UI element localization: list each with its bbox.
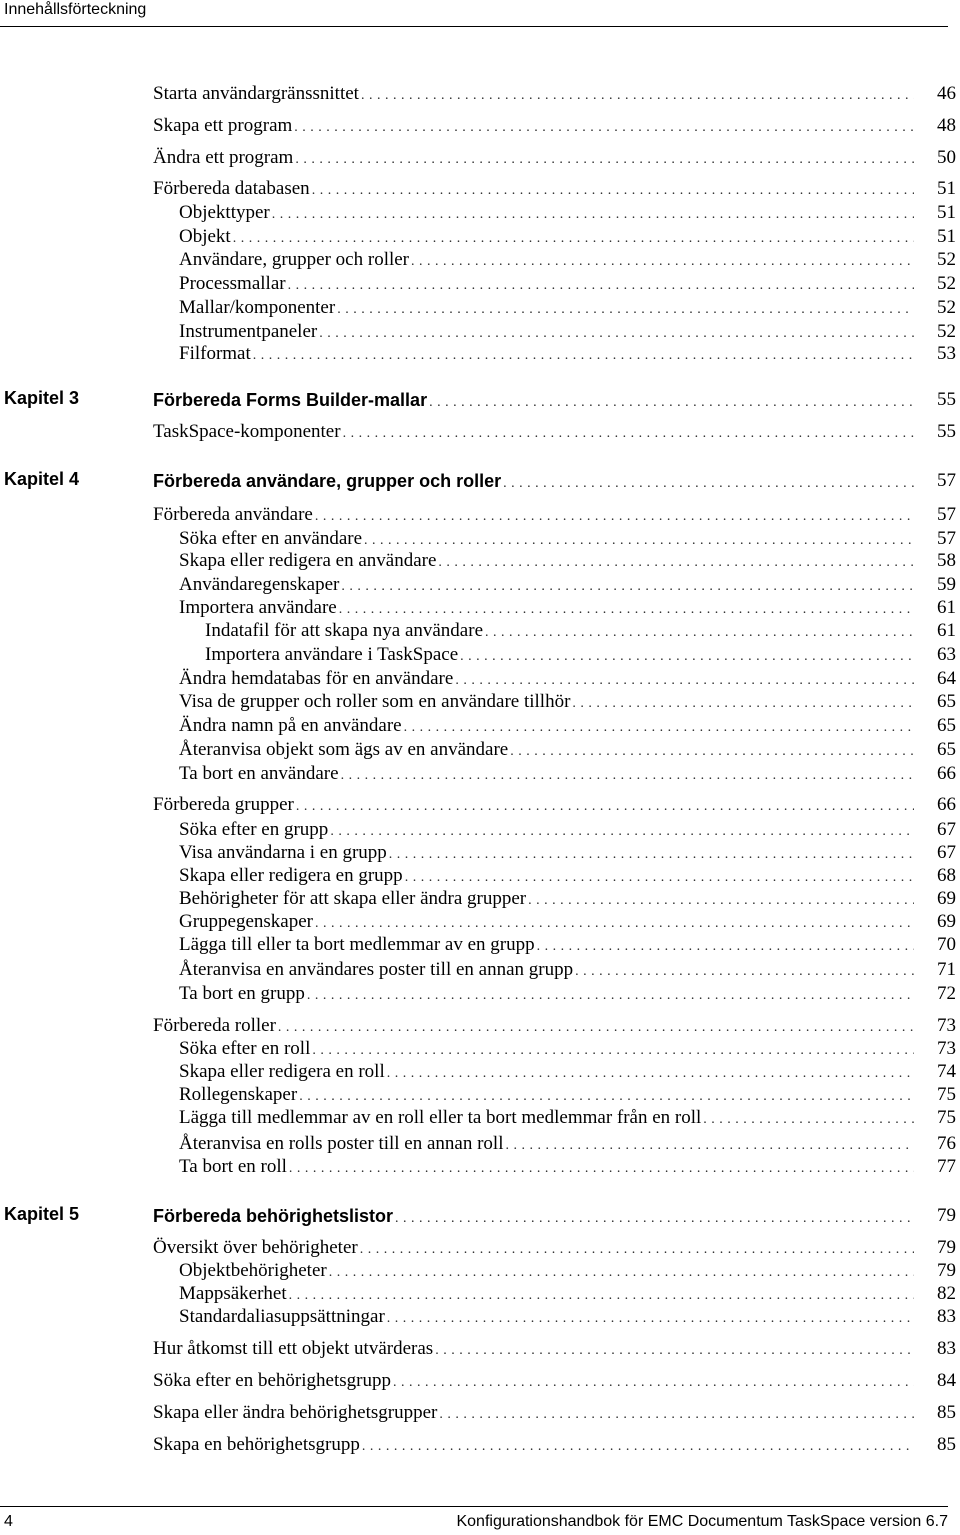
toc-entry-line [153,503,914,529]
toc-page-number: 70 [937,934,956,955]
dot-leader [387,1307,914,1331]
toc-entry-title: Ändra namn på en användare [179,715,402,736]
toc-page-number: 65 [937,691,956,712]
toc-entry[interactable] [0,1401,960,1425]
toc-entry-title: Indatafil för att skapa nya användare [205,620,484,641]
toc-entry-line [153,146,914,172]
toc-entry[interactable] [0,177,960,201]
toc-entry-line [179,342,914,368]
toc-entry[interactable] [0,910,960,934]
footer-page-number: 4 [4,1513,13,1530]
dot-leader [411,250,914,274]
toc-entry-line [179,549,914,575]
toc-entry[interactable] [0,114,960,138]
dot-leader [485,621,914,645]
toc-entry-title: Söka efter en användare [179,528,363,549]
toc-entry[interactable] [0,1305,960,1329]
toc-entry-line [179,1106,914,1132]
toc-page-number: 67 [937,842,956,863]
toc-page-number: 79 [937,1237,956,1258]
toc-entry[interactable] [0,248,960,272]
toc-entry[interactable] [0,527,960,551]
dot-leader [341,764,914,788]
toc-page-number: 79 [937,1260,956,1281]
dot-leader [460,645,914,669]
footer-book-title: Konfigurationshandbok för EMC Documentum TaskSpace version 6.7 [456,1513,948,1530]
toc-page-number: 76 [937,1133,956,1154]
toc-entry-title: Förbereda databasen [153,178,310,199]
toc-entry-line [153,420,914,446]
toc-entry[interactable] [0,573,960,597]
toc-page-number: 51 [937,202,956,223]
toc-page-number: 63 [937,644,956,665]
toc-entry-line [153,82,914,108]
toc-entry-title: Söka efter en grupp [179,819,329,840]
chapter-label: Kapitel 5 [4,1204,80,1224]
toc-entry[interactable] [0,596,960,620]
toc-page-number: 65 [937,715,956,736]
toc-entry-line [153,1369,914,1395]
toc-page-number: 59 [937,574,956,595]
dot-leader [307,984,914,1008]
dot-leader [572,692,914,716]
toc-entry-title: Söka efter en roll [179,1038,311,1059]
dot-leader [404,716,914,740]
toc-entry-title: Förbereda roller [153,1015,276,1036]
toc-entry-line [153,1401,914,1427]
toc-entry-title: Rollegenskaper [179,1084,298,1105]
toc-page-number: 51 [937,226,956,247]
toc-page-number: 75 [937,1084,956,1105]
toc-entry[interactable] [0,1132,960,1156]
dot-leader [315,505,914,529]
toc-page-number: 61 [937,620,956,641]
toc-entry[interactable] [0,841,960,865]
dot-leader [337,298,914,322]
toc-entry-title: Ändra hemdatabas för en användare [179,668,454,689]
toc-page-number: 77 [937,1156,956,1177]
toc-page-number: 57 [937,528,956,549]
toc-entry-line [153,1337,914,1363]
toc-page-number: 55 [937,421,956,442]
toc-entry-title: Standardaliasuppsättningar [179,1306,385,1327]
toc-page-number: 68 [937,865,956,886]
dot-leader [393,1371,914,1395]
toc-entry-title: Skapa en behörighetsgrupp [153,1434,360,1455]
toc-entry[interactable] [0,793,960,817]
dot-leader [537,935,914,959]
toc-entry[interactable] [0,1236,960,1260]
toc-entry-title: Filformat [179,343,251,364]
toc-entry-line [179,714,914,740]
toc-entry-title: Visa användarna i en grupp [179,842,387,863]
toc-entry-title: Visa de grupper och roller som en användare tillhör [179,691,571,712]
dot-leader [361,84,914,108]
toc-entry-line [153,388,914,415]
toc-page-number: 85 [937,1434,956,1455]
toc-page-number: 58 [937,550,956,571]
toc-entry-line [179,1155,914,1181]
toc-entry-title: Starta användargränssnittet [153,83,359,104]
toc-page-number: 83 [937,1306,956,1327]
toc-page-number: 66 [937,794,956,815]
toc-entry-line [179,933,914,959]
toc-entry-title: Gruppegenskaper [179,911,314,932]
toc-entry[interactable] [0,420,960,444]
toc-page-number: 71 [937,959,956,980]
toc-entry-title: Hur åtkomst till ett objekt utvärderas [153,1338,434,1359]
toc-page-number: 64 [937,668,956,689]
toc-entry-line [179,296,914,322]
dot-leader [435,1339,914,1363]
toc-page-number: 85 [937,1402,956,1423]
toc-page-number: 66 [937,763,956,784]
toc-entry[interactable] [0,667,960,691]
toc-entry-line [179,982,914,1008]
toc-entry[interactable] [0,958,960,982]
toc-page-number: 53 [937,343,956,364]
toc-entry[interactable] [0,714,960,738]
toc-entry-title: Ta bort en användare [179,763,339,784]
dot-leader [312,179,914,203]
toc-page-number: 83 [937,1338,956,1359]
toc-page-number: 50 [937,147,956,168]
toc-entry-line [153,1433,914,1459]
toc-entry[interactable] [0,320,960,344]
toc-entry[interactable] [0,1433,960,1457]
toc-page-number: 52 [937,249,956,270]
dot-leader [343,422,914,446]
toc-entry[interactable] [0,201,960,225]
toc-entry[interactable] [0,1282,960,1306]
chapter-title: Förbereda behörighetslistor [153,1206,394,1226]
toc-entry-title: Skapa eller redigera en grupp [179,865,403,886]
dot-leader [439,1403,914,1427]
toc-entry-title: Användare, grupper och roller [179,249,410,270]
toc-entry-title: Återanvisa en användares poster till en annan grupp [179,959,574,980]
toc-entry-line [153,114,914,140]
toc-entry[interactable] [0,503,960,527]
dot-leader [296,795,914,819]
dot-leader [503,472,914,496]
toc-entry-title: Återanvisa en rolls poster till en annan roll [179,1133,504,1154]
toc-page-number: 48 [937,115,956,136]
toc-entry-line [179,1305,914,1331]
toc-entry-title: Förbereda grupper [153,794,294,815]
toc-chapter-entry[interactable] [0,469,960,493]
toc-entry-title: Objekt [179,226,231,247]
toc-page-number: 57 [937,470,956,491]
toc-entry-title: Mappsäkerhet [179,1283,287,1304]
toc-entry-title: Mallar/komponenter [179,297,336,318]
toc-entry[interactable] [0,82,960,106]
toc-entry-line [205,619,914,645]
toc-page-number: 73 [937,1015,956,1036]
toc-entry[interactable] [0,1060,960,1084]
chapter-title: Förbereda användare, grupper och roller [153,471,502,491]
toc-entry-title: Instrumentpaneler [179,321,318,342]
toc-entry[interactable] [0,887,960,911]
toc-entry-title: Lägga till eller ta bort medlemmar av en grupp [179,934,535,955]
toc-entry[interactable] [0,272,960,296]
toc-page-number: 46 [937,83,956,104]
toc-page-number: 82 [937,1283,956,1304]
toc-page-number: 79 [937,1205,956,1226]
toc-page-number: 55 [937,389,956,410]
dot-leader [294,116,914,140]
toc-entry[interactable] [0,690,960,714]
toc-entry[interactable] [0,818,960,842]
dot-leader [510,740,914,764]
toc-entry[interactable] [0,982,960,1006]
toc-page-number: 75 [937,1107,956,1128]
toc-entry-line [153,469,914,496]
toc-page-number: 84 [937,1370,956,1391]
toc-entry[interactable] [0,1014,960,1038]
toc-chapter-entry[interactable] [0,388,960,412]
toc-entry-title: Ändra ett program [153,147,294,168]
dot-leader [429,391,914,415]
toc-entry[interactable] [0,1037,960,1061]
toc-page-number: 73 [937,1038,956,1059]
toc-entry-line [179,958,914,984]
toc-entry-line [179,272,914,298]
toc-entry-title: Lägga till medlemmar av en roll eller ta bort medlemmar från en roll [179,1107,702,1128]
dot-leader [362,1435,914,1459]
toc-entry[interactable] [0,643,960,667]
dot-leader [438,551,914,575]
toc-page-number: 65 [937,739,956,760]
toc-entry-line [179,690,914,716]
dot-leader [395,1207,914,1231]
toc-entry-title: Förbereda användare [153,504,313,525]
toc-entry[interactable] [0,1259,960,1283]
toc-entry-title: Söka efter en behörighetsgrupp [153,1370,391,1391]
toc-entry-title: Översikt över behörigheter [153,1237,358,1258]
toc-entry-title: Objekttyper [179,202,270,223]
chapter-title: Förbereda Forms Builder-mallar [153,390,428,410]
toc-entry[interactable] [0,296,960,320]
toc-entry[interactable] [0,1106,960,1130]
toc-entry[interactable] [0,738,960,762]
toc-page-number: 69 [937,911,956,932]
toc-entry[interactable] [0,864,960,888]
chapter-label: Kapitel 3 [4,388,80,408]
toc-entry-line [153,177,914,203]
toc-entry-title: Ta bort en roll [179,1156,287,1177]
toc-entry-line [179,201,914,227]
toc-entry[interactable] [0,1337,960,1361]
toc-page-number: 69 [937,888,956,909]
toc-entry-title: Processmallar [179,273,286,294]
toc-entry-title: Ta bort en grupp [179,983,305,1004]
header-title: Innehållsförteckning [4,1,147,18]
toc-page-number: 52 [937,321,956,342]
dot-leader [575,960,914,984]
toc-entry[interactable] [0,933,960,957]
toc-entry-title: Skapa eller redigera en roll [179,1061,385,1082]
toc-entry[interactable] [0,225,960,249]
toc-entry-title: Objektbehörigheter [179,1260,327,1281]
toc-chapter-entry[interactable] [0,1204,960,1228]
toc-page-number: 51 [937,178,956,199]
toc-entry-title: Skapa eller redigera en användare [179,550,437,571]
toc-entry-line [153,793,914,819]
toc-entry-line [179,762,914,788]
toc-entry-line [179,248,914,274]
toc-entry-line [179,738,914,764]
toc-page-number: 74 [937,1061,956,1082]
toc-entry[interactable] [0,1155,960,1179]
toc-entry[interactable] [0,1083,960,1107]
dot-leader [295,148,914,172]
dot-leader [703,1108,914,1132]
toc-entry[interactable] [0,762,960,786]
toc-entry[interactable] [0,549,960,573]
toc-page-number: 72 [937,983,956,1004]
toc-entry-title: Skapa eller ändra behörighetsgrupper [153,1402,438,1423]
toc-entry-line [153,1204,914,1231]
toc-entry[interactable] [0,146,960,170]
dot-leader [272,203,914,227]
toc-entry-title: Importera användare i TaskSpace [205,644,459,665]
toc-entry-line [205,643,914,669]
toc-page-number: 52 [937,297,956,318]
dot-leader [289,1157,914,1181]
toc-entry-title: Återanvisa objekt som ägs av en användare [179,739,509,760]
toc-entry[interactable] [0,1369,960,1393]
toc-entry-title: Skapa ett program [153,115,293,136]
toc-page-number: 52 [937,273,956,294]
dot-leader [253,344,914,368]
toc-page-number: 67 [937,819,956,840]
dot-leader [288,274,914,298]
toc-entry-title: Användaregenskaper [179,574,340,595]
toc-page-number: 57 [937,504,956,525]
toc-entry[interactable] [0,342,960,366]
page-footer [0,1506,948,1535]
toc-entry[interactable] [0,619,960,643]
toc-entry-title: Importera användare [179,597,337,618]
toc-entry-title: Behörigheter för att skapa eller ändra grupper [179,888,527,909]
chapter-label: Kapitel 4 [4,469,80,489]
toc-entry-title: TaskSpace-komponenter [153,421,341,442]
toc-page-number: 61 [937,597,956,618]
